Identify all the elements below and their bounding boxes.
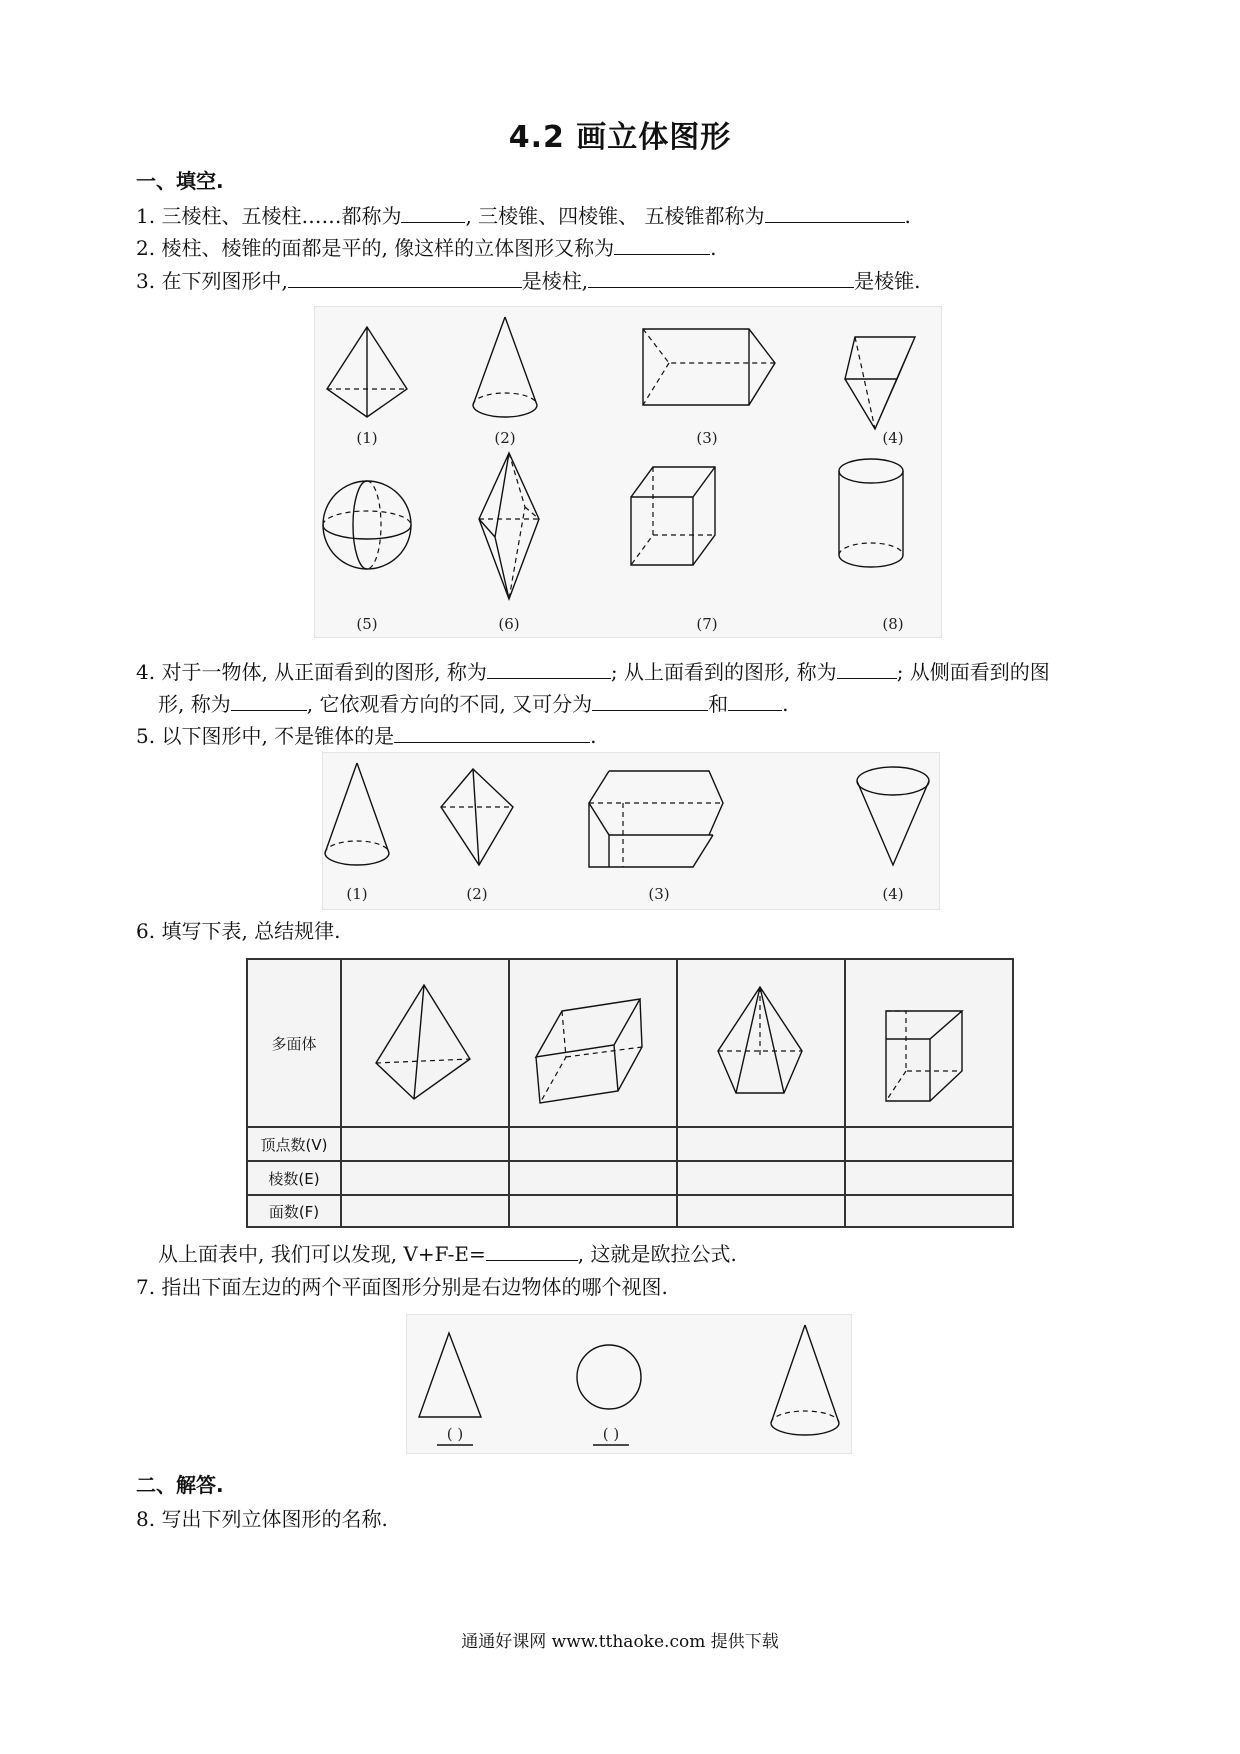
- fig3-label-7: (7): [696, 615, 718, 633]
- table-row-vertices: [247, 1127, 1013, 1161]
- q4-text-a: 4. 对于一物体, 从正面看到的图形, 称为: [136, 660, 487, 684]
- fig5-label-3: (3): [648, 885, 670, 903]
- q5-solids-figure: [322, 752, 940, 910]
- q3-blank-2[interactable]: [588, 267, 854, 288]
- q7-views-figure: [406, 1314, 852, 1454]
- q6b-text-a: 从上面表中, 我们可以发现, V+F-E=: [158, 1242, 486, 1266]
- question-5: [136, 722, 597, 749]
- cell-v-4[interactable]: [845, 1127, 1013, 1161]
- cell-f-4[interactable]: [845, 1195, 1013, 1227]
- cell-f-1[interactable]: [341, 1195, 509, 1227]
- cell-f-3[interactable]: [677, 1195, 845, 1227]
- question-4-line-2: [158, 690, 789, 717]
- q3-text-b: 是棱柱,: [521, 269, 589, 293]
- fig3-label-1: (1): [356, 429, 378, 447]
- question-2: [136, 234, 717, 261]
- table-row-polyhedron: [247, 959, 1013, 1127]
- solid-6-bipyramid: [479, 453, 539, 599]
- cell-e-4[interactable]: [845, 1161, 1013, 1195]
- q4-blank-4[interactable]: [592, 690, 708, 711]
- q1-blank-1[interactable]: [401, 202, 465, 223]
- question-4-line-1: [136, 658, 1050, 685]
- solid-1-pyramid: [327, 327, 407, 417]
- section-heading-1: 一、填空.: [136, 169, 224, 193]
- page-footer: 通通好课网 www.tthaoke.com 提供下载: [461, 1632, 779, 1652]
- cell-v-2[interactable]: [509, 1127, 677, 1161]
- q6b-blank[interactable]: [486, 1240, 578, 1261]
- q4-text-c: ; 从侧面看到的图: [896, 660, 1050, 684]
- q7-triangle-view: [419, 1333, 481, 1417]
- q4-text-f: 和: [708, 692, 729, 716]
- q2-text-b: .: [710, 236, 717, 260]
- q3-text-a: 3. 在下列图形中,: [136, 269, 288, 293]
- section-heading-2: 二、解答.: [136, 1473, 224, 1497]
- solid-8-cylinder: [839, 459, 903, 567]
- q5-solid-1-cone: [325, 763, 389, 865]
- page-title: 4.2 画立体图形: [508, 120, 732, 155]
- q4-blank-3[interactable]: [231, 690, 307, 711]
- fig3-label-2: (2): [494, 429, 516, 447]
- fig7-label-1: ( ): [446, 1425, 464, 1443]
- q3-blank-1[interactable]: [288, 267, 522, 288]
- fig5-label-4: (4): [882, 885, 904, 903]
- q6b-text-b: , 这就是欧拉公式.: [577, 1242, 737, 1266]
- q5-solid-2-pyramid: [441, 769, 513, 865]
- cell-e-1[interactable]: [341, 1161, 509, 1195]
- q4-blank-1[interactable]: [487, 658, 611, 679]
- section-fill-in: [136, 168, 224, 194]
- question-7: 7. 指出下面左边的两个平面图形分别是右边物体的哪个视图.: [136, 1275, 668, 1299]
- solid-2-cone: [473, 317, 537, 417]
- q4-blank-5[interactable]: [728, 690, 782, 711]
- fig3-label-3: (3): [696, 429, 718, 447]
- row-label-faces: 面数(F): [247, 1195, 341, 1227]
- cell-tetrahedron: [341, 959, 509, 1127]
- row-label-edges: 棱数(E): [247, 1161, 341, 1195]
- cell-f-2[interactable]: [509, 1195, 677, 1227]
- fig5-label-1: (1): [346, 885, 368, 903]
- section-answer: [136, 1472, 224, 1498]
- q5-solid-4-cone: [857, 767, 929, 865]
- question-8: 8. 写出下列立体图形的名称.: [136, 1507, 388, 1531]
- fig3-label-5: (5): [356, 615, 378, 633]
- q1-text-c: .: [904, 204, 911, 228]
- solid-5-sphere: [323, 481, 411, 569]
- question-6-euler: [158, 1240, 737, 1267]
- q4-text-b: ; 从上面看到的图形, 称为: [610, 660, 837, 684]
- fig7-label-2: ( ): [602, 1425, 620, 1443]
- question-6: 6. 填写下表, 总结规律.: [136, 919, 341, 943]
- q3-text-c: 是棱锥.: [854, 269, 921, 293]
- q1-blank-2[interactable]: [765, 202, 905, 223]
- q7-circle-view: [577, 1345, 641, 1409]
- row-label-polyhedron: 多面体: [247, 959, 341, 1127]
- fig3-label-6: (6): [498, 615, 520, 633]
- q3-solids-figure: [314, 306, 942, 638]
- q5-text-b: .: [590, 724, 597, 748]
- table-row-edges: [247, 1161, 1013, 1195]
- q5-blank[interactable]: [394, 722, 590, 743]
- q4-text-e: , 它依观看方向的不同, 又可分为: [306, 692, 593, 716]
- fig5-label-2: (2): [466, 885, 488, 903]
- q1-text-a: 1. 三棱柱、五棱柱……都称为: [136, 204, 402, 228]
- q5-solid-3-prism: [589, 771, 723, 867]
- fig3-label-8: (8): [882, 615, 904, 633]
- q4-blank-2[interactable]: [837, 658, 897, 679]
- cell-v-3[interactable]: [677, 1127, 845, 1161]
- cell-e-2[interactable]: [509, 1161, 677, 1195]
- cell-e-3[interactable]: [677, 1161, 845, 1195]
- q4-text-g: .: [782, 692, 789, 716]
- cell-parallelepiped: [509, 959, 677, 1127]
- solid-3-prism: [643, 329, 775, 405]
- cell-triangular-prism: [845, 959, 1013, 1127]
- q2-text-a: 2. 棱柱、棱锥的面都是平的, 像这样的立体图形又称为: [136, 236, 615, 260]
- euler-table: [246, 958, 1014, 1228]
- row-label-vertices: 顶点数(V): [247, 1127, 341, 1161]
- cell-v-1[interactable]: [341, 1127, 509, 1161]
- table-row-faces: [247, 1195, 1013, 1227]
- q1-text-b: , 三棱锥、四棱锥、 五棱锥都称为: [465, 204, 765, 228]
- solid-4-pyramid: [845, 337, 915, 429]
- q5-text-a: 5. 以下图形中, 不是锥体的是: [136, 724, 395, 748]
- q7-cone-object: [771, 1325, 839, 1435]
- question-1: [136, 202, 911, 229]
- cell-pentagonal-pyramid: [677, 959, 845, 1127]
- fig3-label-4: (4): [882, 429, 904, 447]
- question-3: [136, 267, 921, 294]
- q4-text-d: 形, 称为: [158, 692, 231, 716]
- q2-blank[interactable]: [614, 234, 710, 255]
- solid-7-cube: [631, 467, 715, 565]
